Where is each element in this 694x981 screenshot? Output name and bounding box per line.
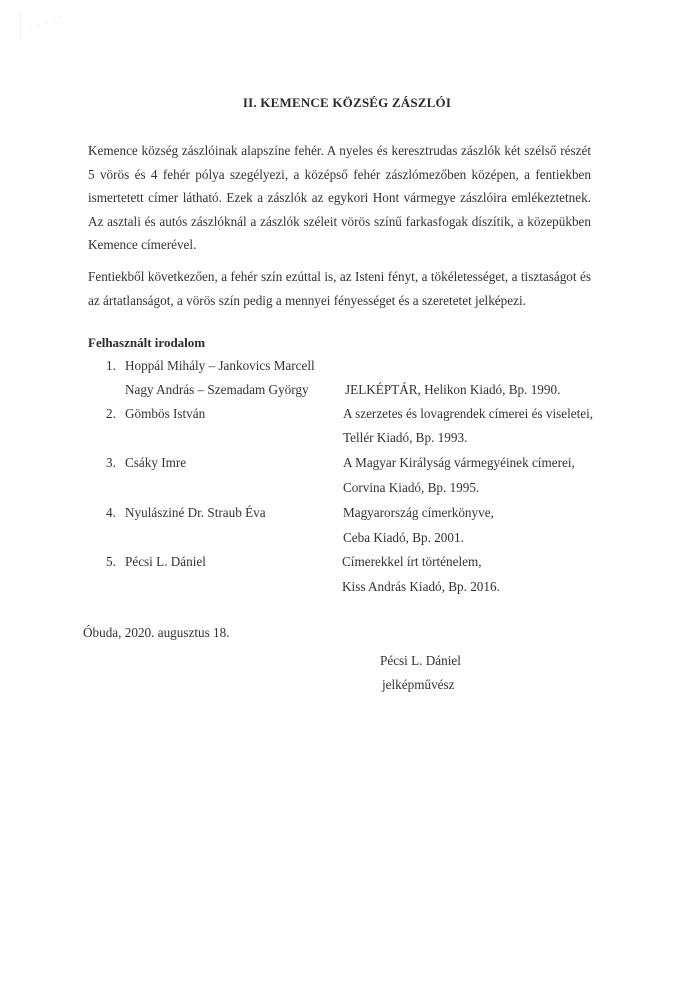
reference-author: Nyulásziné Dr. Straub Éva [125, 505, 266, 520]
reference-work: A szerzetes és lovagrendek címerei és viseletei, [343, 406, 594, 421]
reference-number: 4. [106, 505, 116, 520]
reference-author: Pécsi L. Dániel [125, 554, 206, 569]
reference-work: A Magyar Királyság vármegyéinek címerei, [343, 455, 575, 470]
reference-number: 1. [106, 358, 116, 373]
reference-publisher: Kiss András Kiadó, Bp. 2016. [342, 579, 500, 594]
place-date: Óbuda, 2020. augusztus 18. [83, 625, 230, 640]
reference-work: Magyarország címerkönyve, [343, 505, 494, 520]
signature-title: jelképművész [382, 677, 455, 692]
reference-author: Hoppál Mihály – Jankovics Marcell [125, 358, 315, 373]
document-title: II. KEMENCE KÖZSÉG ZÁSZLÓI [242, 95, 452, 110]
reference-number: 5. [106, 554, 116, 569]
signature-name: Pécsi L. Dániel [380, 653, 461, 668]
paragraph-flag-description: Kemence község zászlóinak alapszíne fehér. A nyeles és keresztrudas zászlók két szélső részét 5 vörös és 4 fehér pólya szegélyezi, a középső fehér zászlómezőben középen, a fentiekben ismertetett címer látható. Ezek a zászlók az egykori Hont vármegye zászlóira emlékeztetnek. Az asztali és autós zászlóknál a zászlók széleit vörös színű farkasfogak díszítik, a közepükben Kemence címerével. [88, 143, 591, 252]
references-heading: Felhasznált irodalom [88, 335, 206, 350]
reference-number: 2. [106, 406, 116, 421]
reference-author: Gömbös István [125, 406, 206, 421]
reference-work: JELKÉPTÁR, Helikon Kiadó, Bp. 1990. [345, 382, 561, 397]
reference-publisher: Tellér Kiadó, Bp. 1993. [343, 430, 468, 445]
reference-author: Csáky Imre [125, 455, 187, 470]
reference-number: 3. [106, 455, 116, 470]
reference-publisher: Ceba Kiadó, Bp. 2001. [343, 530, 464, 545]
reference-publisher: Corvina Kiadó, Bp. 1995. [343, 480, 480, 495]
reference-work: Címerekkel írt történelem, [342, 554, 482, 569]
scan-artifact [8, 8, 68, 48]
reference-author-continued: Nagy András – Szemadam György [125, 382, 309, 397]
paragraph-color-symbolism: Fentiekből következően, a fehér szín ezúttal is, az Isteni fényt, a tökéletességet, a tisztaságot és az ártatlanságot, a vörös szín pedig a mennyei fényességet és a szeretetet jelképezi. [88, 269, 591, 308]
